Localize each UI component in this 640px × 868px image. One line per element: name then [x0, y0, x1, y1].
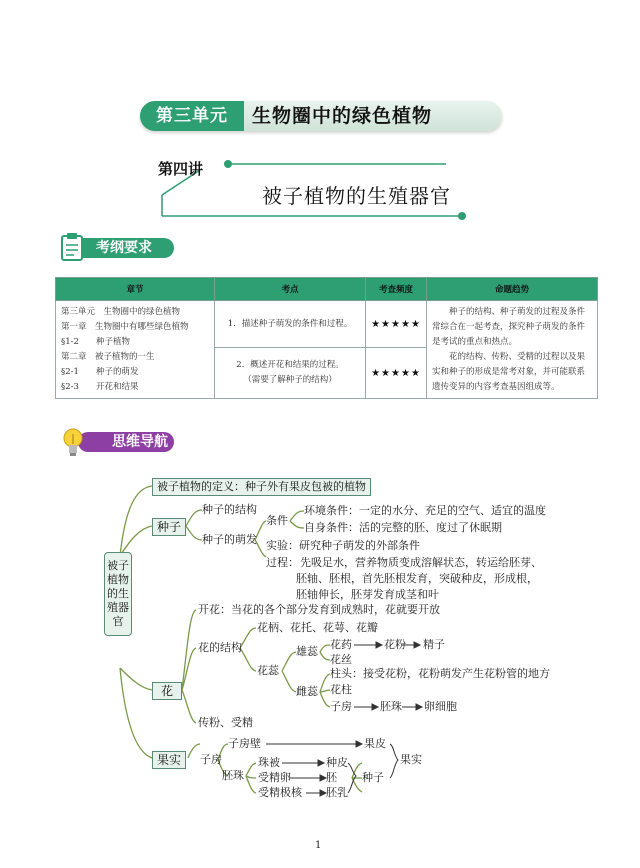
chapter-line: §2-3 开花和结果: [61, 381, 139, 392]
syllabus-header: 考纲要求: [62, 238, 174, 258]
header-point: 考点: [215, 278, 366, 301]
zygote: 受精卵: [258, 771, 291, 784]
header-frequency: 考查频度: [366, 278, 427, 301]
frequency-stars: ★★★★★: [366, 301, 427, 348]
stigma: 柱头：接受花粉，花粉萌发产生花粉管的地方: [330, 667, 550, 680]
lecture-label: 第四讲: [158, 160, 204, 178]
seed-node: 种子: [152, 518, 186, 536]
chapter-line: 第一章 生物圈中有哪些绿色植物: [61, 321, 189, 332]
pollen: 花粉: [384, 638, 406, 651]
point-text: 2．概述开花和结果的过程。: [236, 360, 344, 370]
seed-coat: 种皮: [326, 756, 348, 769]
flower-bloom: 开花：当花的各个部分发育到成熟时，花就要开放: [198, 603, 440, 616]
ovule: 胚珠: [380, 700, 402, 713]
seed-structure: 种子的结构: [202, 503, 257, 516]
egg-cell: 卵细胞: [424, 700, 457, 713]
env-condition: 环境条件：一定的水分、充足的空气、适宜的温度: [304, 504, 546, 517]
style: 花柱: [330, 683, 352, 696]
fruit-node: 果实: [152, 751, 186, 769]
process-line: 先吸足水，营养物质变成溶解状态，转运给胚芽、: [300, 556, 542, 569]
flower-node: 花: [152, 682, 182, 700]
integument: 珠被: [258, 756, 280, 769]
chapter-line: 第二章 被子植物的一生: [61, 351, 155, 362]
self-condition: 自身条件：活的完整的胚、度过了休眠期: [304, 521, 502, 534]
endosperm: 胚乳: [326, 786, 348, 799]
lecture-title: 被子植物的生殖器官: [262, 184, 451, 208]
flower-core: 花蕊: [257, 664, 279, 677]
unit-title: 生物圈中的绿色植物: [252, 105, 433, 127]
fruit-ovary: 子房: [200, 753, 222, 766]
embryo: 胚: [326, 771, 337, 784]
seed-germination: 种子的萌发: [202, 533, 257, 546]
polar-nucleus: 受精极核: [258, 786, 302, 799]
flower-parts: 花柄、花托、花萼、花瓣: [257, 621, 378, 634]
fruit-ovule: 胚珠: [222, 769, 244, 782]
filament: 花丝: [330, 653, 352, 666]
trend-paragraph: 花的结构、传粉、受精的过程以及果实和种子的形成是常考对象，并可能联系遗传变异的内容考查基因组成等。: [432, 351, 586, 392]
point-cell: 1．描述种子萌发的条件和过程。: [215, 301, 366, 348]
pistil: 雌蕊: [296, 685, 318, 698]
mindmap-root: 被子植物的生殖器官: [104, 552, 132, 636]
page-number: 1: [315, 840, 322, 851]
mindmap-header: 思维导航: [78, 432, 174, 452]
process-line: 胚轴、胚根，首先胚根发育，突破种皮，形成根，: [296, 572, 538, 585]
point-note: （需要了解种子的结构）: [243, 375, 337, 385]
trend-paragraph: 种子的结构、种子萌发的过程及条件常综合在一起考查，探究种子萌发的条件是考试的重点和热点。: [432, 306, 586, 347]
pericarp: 果皮: [364, 737, 386, 750]
fruit-seed: 种子: [362, 771, 384, 784]
chapter-line: §1-2 种子植物: [61, 336, 130, 347]
fruit-result: 果实: [400, 753, 422, 766]
unit-tag: 第三单元: [140, 101, 244, 131]
frequency-stars: ★★★★★: [366, 348, 427, 399]
ovary-wall: 子房壁: [228, 737, 261, 750]
ovary: 子房: [330, 700, 352, 713]
flower-structure: 花的结构: [198, 641, 242, 654]
process-label: 过程：: [266, 556, 299, 569]
seed-condition: 条件: [266, 514, 288, 527]
definition-box: 被子植物的定义：种子外有果皮包被的植物: [152, 478, 371, 496]
stamen: 雄蕊: [296, 645, 318, 658]
sperm: 精子: [423, 638, 445, 651]
header-chapter: 章节: [56, 278, 215, 301]
header-trend: 命题趋势: [427, 278, 598, 301]
chapter-line: 第三单元 生物圈中的绿色植物: [61, 306, 181, 317]
process-line: 胚轴伸长，胚芽发育成茎和叶: [296, 588, 439, 601]
chapter-line: §2-1 种子的萌发: [61, 366, 139, 377]
pollination: 传粉、受精: [198, 716, 253, 729]
anther: 花药: [330, 638, 352, 651]
seed-experiment: 实验：研究种子萌发的外部条件: [266, 539, 420, 552]
